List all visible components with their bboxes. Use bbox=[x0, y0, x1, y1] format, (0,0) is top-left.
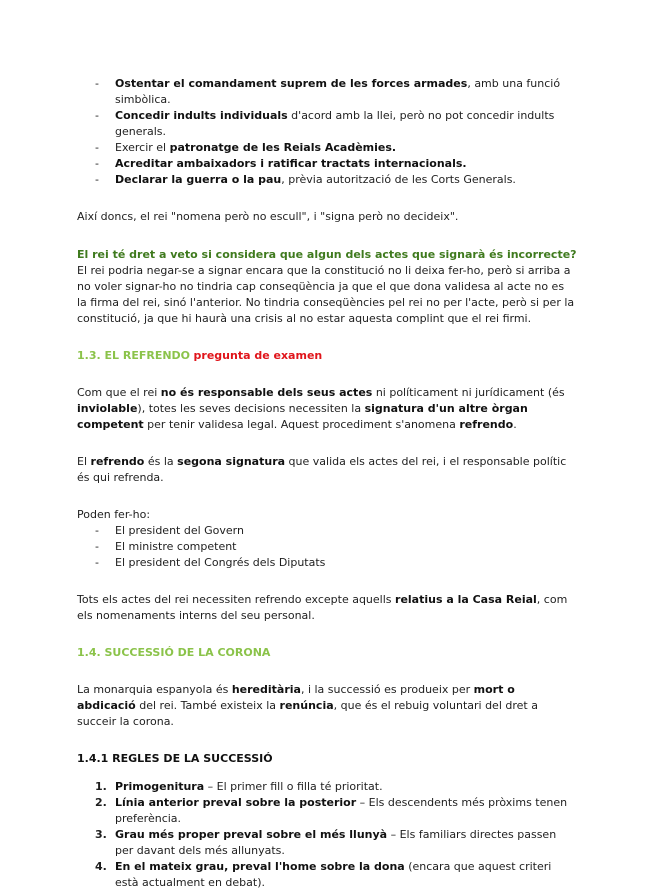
who-intro: Poden fer-ho: bbox=[77, 508, 151, 521]
veto-question: El rei té dret a veto si considera que algun dels actes que signarà és incorrecte? bbox=[77, 248, 577, 261]
list-item: 1. Primogenitura – El primer fill o filla té prioritat. bbox=[95, 780, 383, 793]
veto-answer: El rei podria negar-se a signar encara que la constitució no li deixa fer-ho, però si arriba a no voler signar-ho no tindria cap conseqüència ja que el que dona validesa al acte no es la firma del rei, sinó l'anterior. No tindria conseqüències pel rei no per l'acte, però si per la constitució, ja que hi haurà una crisis al no estar aquesta complint que el rei firmi. bbox=[77, 264, 575, 325]
list-item: - Concedir indults individuals d'acord amb la llei, però no pot concedir indults generals. bbox=[95, 109, 555, 138]
section-heading-refrendo bbox=[77, 348, 577, 364]
refrendo-paragraph-2: El refrendo és la segona signatura que valida els actes del rei, i el responsable polític és qui refrenda. bbox=[77, 455, 567, 484]
rules-heading: 1.4.1 REGLES DE LA SUCCESSIÓ bbox=[77, 752, 273, 765]
who-list bbox=[77, 523, 577, 571]
list-item: - Acreditar ambaixadors i ratificar tractats internacionals. bbox=[95, 157, 467, 170]
section-title: 1.3. EL REFRENDO bbox=[77, 349, 191, 362]
list-item: - Declarar la guerra o la pau, prèvia autorització de les Corts Generals. bbox=[95, 173, 516, 186]
powers-list bbox=[77, 76, 577, 188]
exam-tag: pregunta de examen bbox=[193, 349, 323, 362]
document-page bbox=[77, 0, 577, 891]
list-item: 4. En el mateix grau, preval l'home sobre la dona (encara que aquest criteri està actualment en debat). bbox=[95, 860, 552, 889]
list-item: - El ministre competent bbox=[95, 540, 237, 553]
section-title-succession: 1.4. SUCCESSIÓ DE LA CORONA bbox=[77, 646, 271, 659]
refrendo-paragraph-1: Com que el rei no és responsable dels seus actes ni políticament ni jurídicament (és inviolable), totes les seves decisions necessiten la signatura d'un altre òrgan competent per tenir validesa legal. Aquest procediment s'anomena refrendo. bbox=[77, 386, 565, 431]
succession-paragraph: La monarquia espanyola és hereditària, i la successió es produeix per mort o abdicació del rei. També existeix la renúncia, que és el rebuig voluntari del dret a succeir la corona. bbox=[77, 683, 538, 728]
refrendo-paragraph-3: Tots els actes del rei necessiten refrendo excepte aquells relatius a la Casa Reial, com els nomenaments interns del seu personal. bbox=[77, 593, 568, 622]
list-item: - El president del Congrés dels Diputats bbox=[95, 556, 326, 569]
list-item: - Exercir el patronatge de les Reials Acadèmies. bbox=[95, 141, 397, 154]
list-item: - Ostentar el comandament suprem de les forces armades, amb una funció simbòlica. bbox=[95, 77, 561, 106]
list-item: 2. Línia anterior preval sobre la posterior – Els descendents més pròxims tenen preferència. bbox=[95, 796, 568, 825]
list-item: - El president del Govern bbox=[95, 524, 244, 537]
summary-paragraph: Així doncs, el rei "nomena però no escull", i "signa però no decideix". bbox=[77, 210, 459, 223]
list-item: 3. Grau més proper preval sobre el més llunyà – Els familiars directes passen per davant dels més allunyats. bbox=[95, 828, 557, 857]
rules-list bbox=[77, 779, 577, 891]
